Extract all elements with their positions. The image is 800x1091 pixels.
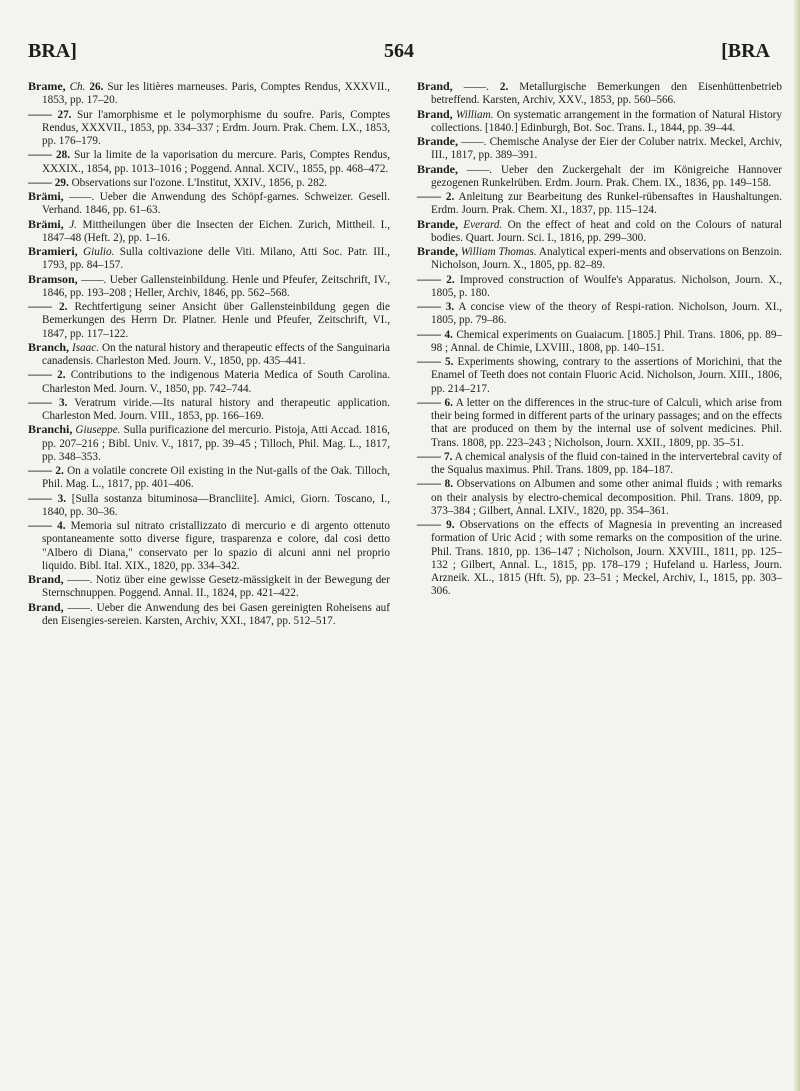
bibliography-entry — [28, 422, 390, 464]
bibliography-entry — [417, 354, 783, 396]
entry-author: —— — [417, 476, 441, 491]
bibliography-entry — [417, 79, 782, 108]
entry-author: —— — [28, 367, 52, 382]
entry-author: Branchi, — [28, 422, 73, 437]
left-column — [28, 80, 390, 628]
bibliography-entry — [28, 367, 390, 396]
entry-text: On the natural history and therapeutic effects of the Sanguinaria canadensis. Charleston Med. Journ. V., 1850, pp. 435–441. — [42, 341, 391, 367]
entry-text: A letter on the differences in the struc-ture of Calculi, which arise from their being formed in different parts of the urinary passages; and on the effects that are produced on them by the internal use of solvent medicines. Phil. Trans. 1808, pp. 223–243 ; Nicholson, Journ. XXII., 1809, pp. 35–51. — [431, 396, 782, 449]
entry-text: Anleitung zur Bearbeitung des Runkel-rübensaftes in Haushaltungen. Erdm. Journ. Prak. Chem. XI., 1837, pp. 115–124. — [431, 191, 782, 217]
entry-author: —— — [417, 448, 441, 463]
entry-forename: Giulio. — [77, 246, 115, 258]
bibliography-entry — [28, 572, 390, 601]
entry-author: —— — [28, 463, 52, 477]
entry-text: A chemical analysis of the fluid con-tained in the intervertebral cavity of the Squalus maximus. Phil. Trans. 1809, pp. 184–187. — [431, 450, 782, 476]
bibliography-entry — [28, 106, 390, 149]
entry-author: Brande, — [417, 216, 459, 231]
entry-forename: William. — [452, 108, 494, 121]
entry-text: Sulla purificazione del mercurio. Pistoja, Atti Accad. 1816, pp. 207–216 ; Bibl. Univ. V., 1817, pp. 39–45 ; Tilloch, Phil. Mag. L., 1817, pp. 348–353. — [42, 424, 390, 463]
entry-author: Bramson, — [28, 271, 78, 286]
bibliography-entry — [28, 490, 390, 520]
entry-forename: Isaac. — [69, 341, 100, 354]
entry-author: —— — [417, 326, 441, 341]
entry-text: Rechtfertigung seiner Ansicht über Gallensteinbildung gegen die Bemerkungen des Herrn Dr. Platner. Henle und Pfeufer, Zeitschrift, VI., 1847, pp. 117–122. — [42, 301, 390, 340]
bibliography-entry — [28, 244, 390, 273]
bibliography-entry — [417, 326, 783, 356]
bibliography-entry — [417, 161, 782, 191]
bibliography-entry — [28, 147, 391, 176]
entry-author: Brande, — [417, 161, 459, 176]
entry-text: Veratrum viride.—Its natural history and therapeutic application. Charleston Med. Journ. VIII., 1853, pp. 166–169. — [42, 396, 390, 422]
bibliography-entry — [28, 518, 390, 573]
page-number: 564 — [384, 40, 414, 62]
entry-number: 2. — [499, 81, 509, 93]
bibliography-entry — [28, 394, 390, 424]
entry-author: Brand, — [417, 79, 453, 93]
bibliography-entry — [417, 244, 782, 273]
entry-text: ——. Notiz über eine gewisse Gesetz-mässigkeit in der Bewegung der Sternschnuppen. Poggend. Annal. II., 1824, pp. 421–422. — [42, 574, 390, 600]
entry-text: Observations on Albumen and some other animal fluids ; with remarks on their analysis by electro-chemical decomposition. Phil. Trans. 1809, pp. 373–384 ; Gilbert, Annal. LXIV., 1820, pp. 354–361. — [431, 478, 783, 517]
entry-author: Bramieri, — [28, 244, 78, 258]
bibliography-entry — [417, 216, 782, 246]
header-right: [BRA — [721, 40, 770, 62]
entry-text: On the effect of heat and cold on the Colours of natural bodies. Quart. Journ. Sci. I., 1816, pp. 299–300. — [431, 218, 782, 244]
entry-number: 28. — [52, 149, 71, 162]
bibliography-entry — [417, 106, 783, 136]
bibliography-entry — [28, 339, 391, 369]
entry-number: 4. — [52, 520, 66, 532]
bibliography-entry — [28, 79, 391, 108]
entry-author: Brämi, — [28, 189, 64, 203]
entry-text: Metallurgische Bemerkungen den Eisenhüttenbetrieb betreffend. Karsten, Archiv, XXV., 1853, pp. 560–566. — [431, 81, 782, 107]
entry-author: Brande, — [417, 134, 459, 148]
entry-text: ——. — [452, 81, 500, 93]
entry-text: ——. Chemische Analyse der Eier der Coluber natrix. Meckel, Archiv, III., 1817, pp. 389–391. — [431, 136, 782, 162]
bibliography-entry — [28, 299, 390, 341]
page-header — [28, 40, 770, 66]
entry-text: ——. Ueber die Anwendung des Schöpf-garnes. Schweizer. Gesell. Verhand. 1846, pp. 61–63. — [42, 191, 390, 217]
entry-number: 2. — [52, 369, 66, 382]
entry-text: On a volatile concrete Oil existing in the Nut-galls of the Oak. Tilloch, Phil. Mag. L., 1817, pp. 401–406. — [42, 465, 390, 491]
entry-author: Brame, — [28, 79, 66, 93]
entry-author: Brande, — [417, 244, 459, 258]
entry-text: Sulla coltivazione delle Viti. Milano, Atti Soc. Patr. III., 1793, pp. 84–157. — [42, 246, 390, 272]
entry-author: —— — [28, 490, 52, 505]
page-edge — [793, 0, 800, 1091]
entry-number: 3. — [52, 396, 68, 409]
entry-number: 2. — [52, 465, 64, 477]
bibliography-entry — [417, 299, 783, 328]
entry-author: Branch, — [28, 339, 70, 354]
entry-text: On systematic arrangement in the formation of Natural History collections. [1840.] Edinburgh, Bot. Soc. Trans. I., 1844, pp. 39–44. — [431, 108, 783, 134]
entry-number: 6. — [441, 396, 453, 409]
entry-author: —— — [417, 354, 441, 368]
entry-author: Brand, — [28, 572, 64, 586]
entry-forename: Ch. — [65, 81, 86, 93]
entry-text: Sur la limite de la vaporisation du mercure. Paris, Comptes Rendus, XXXIX., 1854, pp. 1013–1016 ; Poggend. Annal. XCIV., 1855, pp. 468–472. — [42, 149, 391, 175]
bibliography-entry — [417, 476, 783, 518]
entry-text: A concise view of the theory of Respi-ration. Nicholson, Journ. XI., 1805, pp. 79–86. — [431, 301, 783, 327]
bibliography-entry — [28, 174, 390, 190]
entry-text: Improved construction of Woulfe's Apparatus. Nicholson, Journ. X., 1805, p. 180. — [431, 273, 782, 299]
entry-text: ——. Ueber den Zuckergehalt der im Königreiche Hannover gezogenen Runkelrüben. Erdm. Journ. Prak. Chem. IX., 1836, pp. 149–158. — [431, 163, 782, 189]
entry-author: —— — [28, 106, 52, 121]
bibliography-entry — [28, 216, 390, 246]
entry-author: Brand, — [417, 106, 453, 121]
bibliography-entry — [28, 189, 390, 218]
entry-forename: William Thomas. — [458, 246, 537, 258]
entry-number: 26. — [85, 81, 104, 93]
entry-text: Sur les litières marneuses. Paris, Comptes Rendus, XXXVII., 1853, pp. 17–20. — [42, 81, 391, 107]
header-left: BRA] — [28, 40, 77, 62]
entry-text: Observations sur l'ozone. L'Institut, XXIV., 1856, p. 282. — [68, 176, 328, 189]
bibliography-entry — [417, 517, 783, 599]
entry-number: 3. — [441, 301, 455, 313]
entry-author: —— — [417, 517, 441, 531]
bibliography-entry — [417, 394, 782, 450]
entry-number: 3. — [52, 492, 67, 505]
entry-number: 5. — [441, 356, 454, 368]
entry-text: ——. Ueber Gallensteinbildung. Henle und Pfeufer, Zeitschrift, IV., 1846, pp. 193–208 ; Heller, Archiv, 1846, pp. 562–568. — [42, 273, 390, 299]
entry-author: —— — [28, 147, 52, 162]
entry-text: Chemical experiments on Guaiacum. [1805.] Phil. Trans. 1806, pp. 89–98 ; Annal. de Chimie, LXVIII., 1808, pp. 140–151. — [431, 328, 783, 354]
entry-text: Analytical experi-ments and observations on Benzoin. Nicholson, Journ. X., 1805, pp. 82–89. — [431, 246, 782, 272]
entry-author: —— — [28, 174, 52, 189]
entry-author: —— — [417, 189, 441, 203]
entry-text: Memoria sul nitrato cristallizzato di mercurio e di argento ottenuto spontaneamente sotto diverse figure, trasparenza e colore, dal cosi detto "Albero di Diana," conservato per lo spazio di alcuni anni nel proprio liquido. Bibl. Ital. XIX., 1820, pp. 334–342. — [42, 520, 390, 572]
entry-author: —— — [28, 299, 52, 313]
entry-text: Contributions to the indigenous Materia Medica of South Carolina. Charleston Med. Journ. V., 1850, pp. 742–744. — [42, 369, 390, 395]
entry-text: Experiments showing, contrary to the assertions of Morichini, that the Enamel of Teeth does not contain Fluoric Acid. Nicholson, Journ. XIII., 1806, pp. 214–217. — [431, 356, 783, 395]
entry-author: —— — [417, 299, 441, 313]
bibliography-entry — [417, 189, 782, 218]
bibliography-entry — [28, 599, 390, 629]
bibliography-entry — [28, 271, 390, 301]
entry-forename: J. — [63, 218, 77, 231]
bibliography-entry — [28, 463, 390, 492]
entry-number: 8. — [441, 478, 454, 491]
entry-text: ——. Ueber die Anwendung des bei Gasen gereinigten Roheisens auf den Eisengies-sereien. Karsten, Archiv, XXI., 1847, pp. 512–517. — [42, 601, 390, 627]
entry-forename: Everard. — [458, 218, 503, 231]
entry-forename: Giuseppe. — [72, 424, 121, 437]
entry-number: 2. — [441, 191, 455, 203]
bibliography-entry — [417, 448, 782, 478]
entry-text: [Sulla sostanza bituminosa—Brancliite]. Amici, Giorn. Toscano, I., 1840, pp. 30–36. — [42, 492, 390, 518]
entry-text: Mittheilungen über die Insecten der Eichen. Zurich, Mittheil. I., 1847–48 (Heft. 2), pp. 1–16. — [42, 218, 390, 244]
bibliography-entry — [417, 271, 782, 301]
right-column — [417, 80, 782, 599]
entry-author: Brämi, — [28, 216, 64, 231]
entry-text: Sur l'amorphisme et le polymorphisme du soufre. Paris, Comptes Rendus, XXXVII., 1853, pp. 334–337 ; Erdm. Journ. Prak. Chem. LX., 1853, pp. 176–179. — [42, 108, 390, 147]
entry-author: Brand, — [28, 599, 64, 614]
entry-number: 29. — [52, 176, 69, 189]
entry-author: —— — [417, 271, 441, 286]
entry-author: —— — [28, 394, 52, 409]
bibliography-entry — [417, 134, 782, 163]
entry-number: 9. — [441, 519, 455, 531]
entry-text: Observations on the effects of Magnesia in preventing an increased formation of Uric Acid ; with some remarks on the composition of the urine. Phil. Trans. 1810, pp. 136–147 ; Nicholson, Journ. XXVIII., 1811, pp. 125–132 ; Gilbert, Annal. L., 1815, pp. 178–179 ; Hufeland u. Harless, Journ. Arzneik. XL., 1815 (Hft. 5), pp. 23–51 ; Meckel, Archiv, I., 1815, pp. 303–306. — [431, 519, 783, 598]
entry-number: 2. — [52, 301, 68, 313]
entry-author: —— — [28, 518, 52, 532]
entry-number: 2. — [441, 273, 455, 286]
entry-author: —— — [417, 394, 441, 409]
entry-number: 7. — [441, 450, 453, 463]
entry-number: 4. — [441, 328, 453, 341]
entry-number: 27. — [52, 108, 72, 121]
